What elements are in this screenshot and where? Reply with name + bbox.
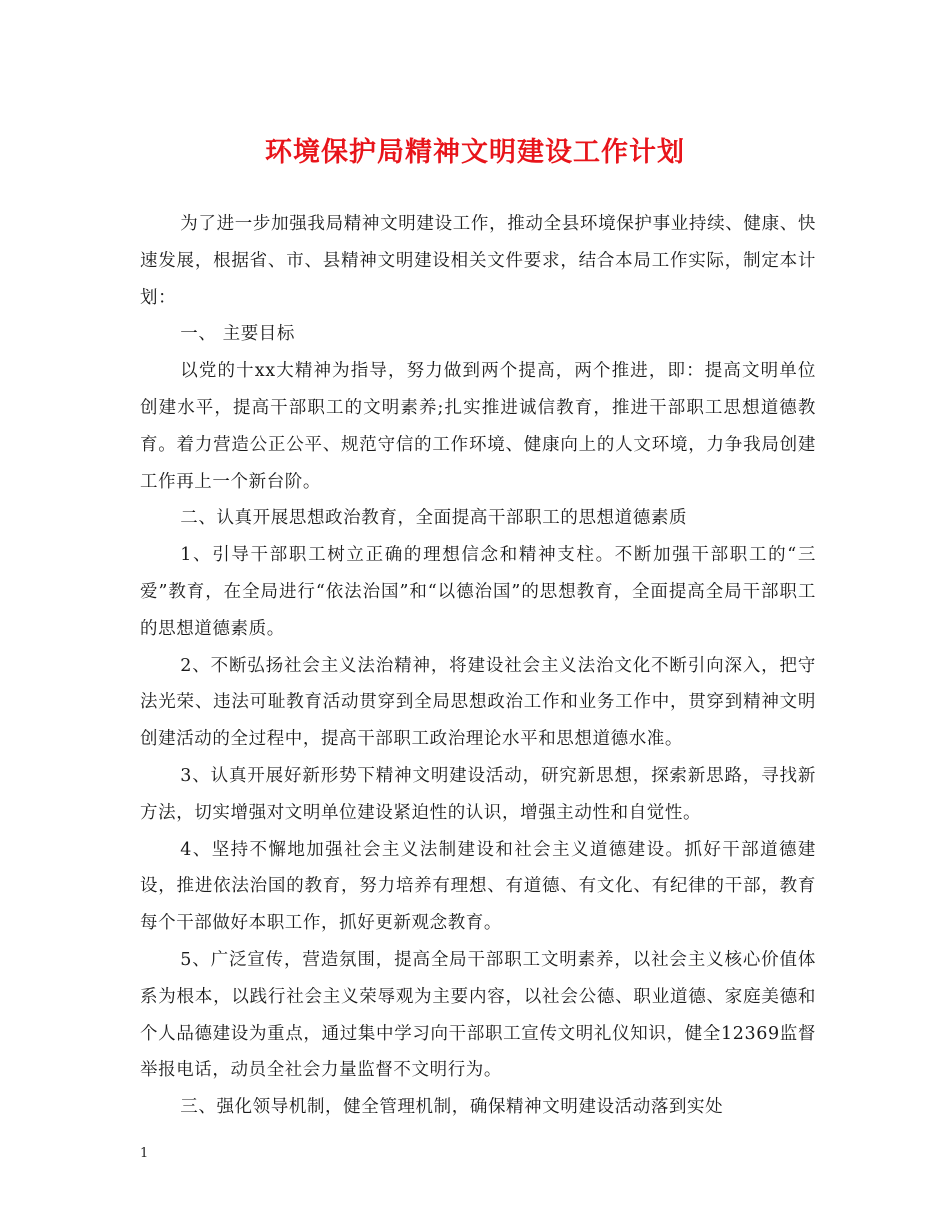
document-title: 环境保护局精神文明建设工作计划 <box>265 137 685 168</box>
item-paragraph-5: 5、广泛宣传，营造氛围，提高全局干部职工文明素养，以社会主义核心价值体系为根本，以践行社会主义荣辱观为主要内容，以社会公德、职业道德、家庭美德和个人品德建设为重点，通过集中学习向干部职工宣传文明礼仪知识，健全12369监督举报电话，动员全社会力量监督不文明行为。 <box>140 949 816 1081</box>
page-number: 1 <box>140 1146 149 1161</box>
item-paragraph-1: 1、引导干部职工树立正确的理想信念和精神支柱。不断加强干部职工的“三爱”教育，在全局进行“依法治国”和“以德治国”的思想教育，全面提高全局干部职工的思想道德素质。 <box>140 545 816 639</box>
document-body <box>140 206 816 1126</box>
item-paragraph-4: 4、坚持不懈地加强社会主义法制建设和社会主义道德建设。抓好干部道德建设，推进依法治国的教育，努力培养有理想、有道德、有文化、有纪律的干部，教育每个干部做好本职工作，抓好更新观念教育。 <box>140 839 816 934</box>
section-heading-goals: 一、 主要目标 <box>180 324 296 345</box>
section-heading-education: 二、认真开展思想政治教育，全面提高干部职工的思想道德素质 <box>180 508 688 529</box>
section-heading-leadership: 三、强化领导机制，健全管理机制，确保精神文明建设活动落到实处 <box>180 1097 724 1118</box>
item-paragraph-2: 2、不断弘扬社会主义法治精神，将建设社会主义法治文化不断引向深入，把守法光荣、违法可耻教育活动贯穿到全局思想政治工作和业务工作中，贯穿到精神文明创建活动的全过程中，提高干部职工政治理论水平和思想道德水准。 <box>140 655 816 750</box>
intro-paragraph: 为了进一步加强我局精神文明建设工作，推动全县环境保护事业持续、健康、快速发展，根据省、市、县精神文明建设相关文件要求，结合本局工作实际，制定本计划： <box>140 214 816 308</box>
item-paragraph-3: 3、认真开展好新形势下精神文明建设活动，研究新思想，探索新思路，寻找新方法，切实增强对文明单位建设紧迫性的认识，增强主动性和自觉性。 <box>140 765 816 823</box>
goals-paragraph: 以党的十xx大精神为指导，努力做到两个提高，两个推进，即：提高文明单位创建水平，提高干部职工的文明素养;扎实推进诚信教育，推进干部职工思想道德教育。着力营造公正公平、规范守信的工作环境、健康向上的人文环境，力争我局创建工作再上一个新台阶。 <box>140 361 816 492</box>
